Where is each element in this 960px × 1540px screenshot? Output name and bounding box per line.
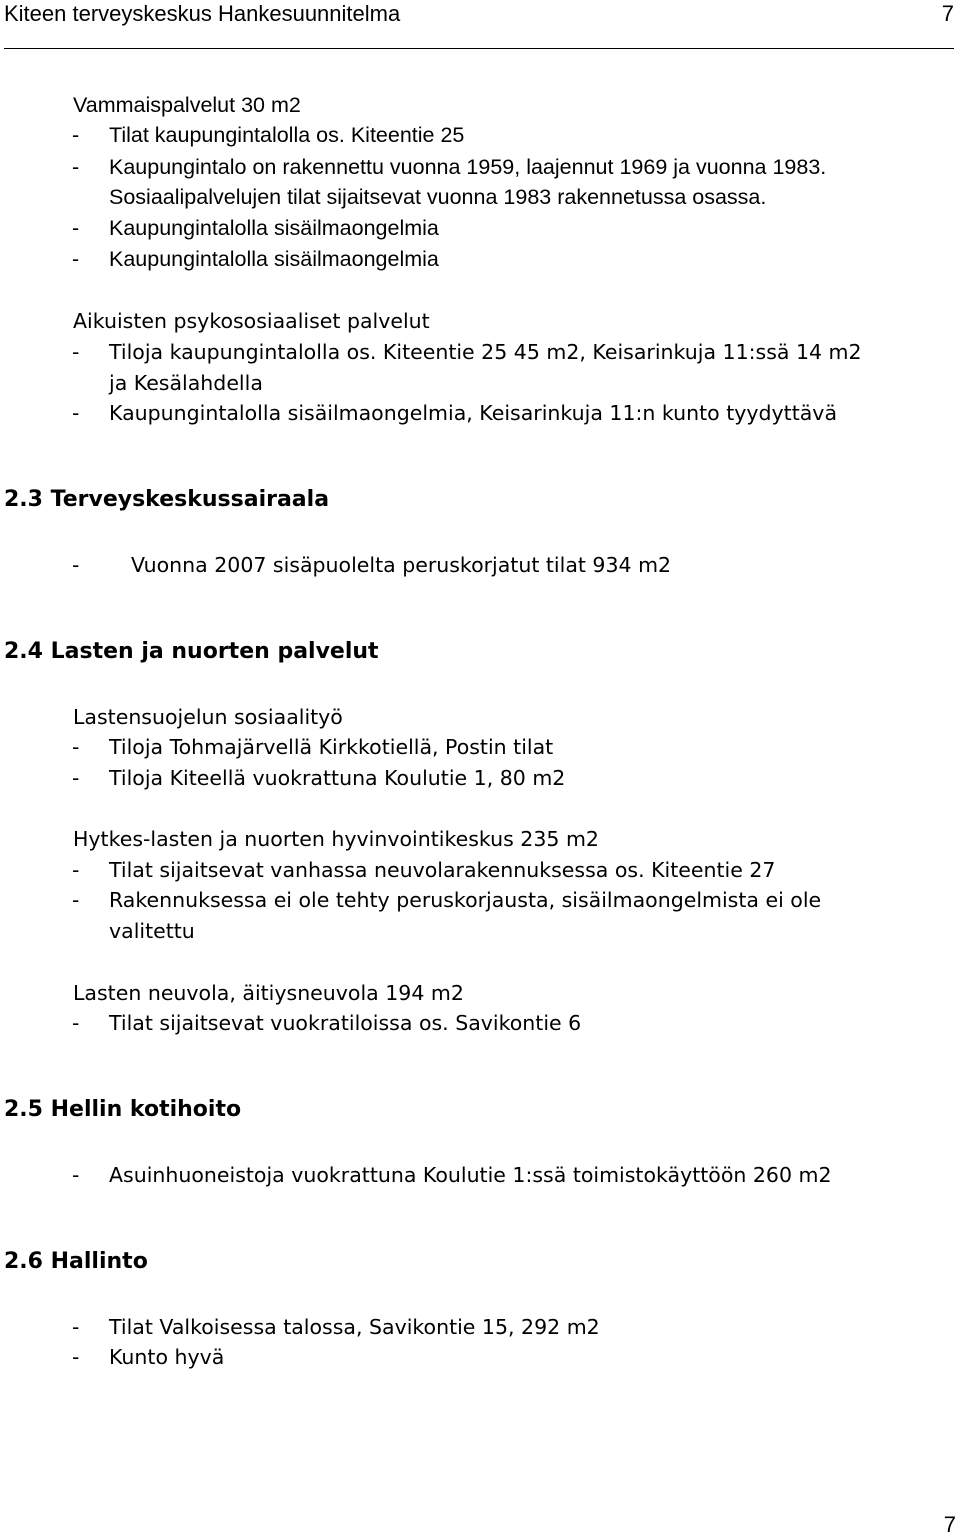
list-item: Tiloja Kiteellä vuokrattuna Koulutie 1, 80 m2	[109, 766, 566, 790]
list-item-bullet: -	[72, 1315, 80, 1339]
list-item: Rakennuksessa ei ole tehty peruskorjausta, sisäilmaongelmista ei ole	[109, 888, 822, 912]
list-item-bullet: -	[72, 247, 80, 271]
list-item: Kaupungintalolla sisäilmaongelmia	[109, 247, 439, 271]
list-item-bullet: -	[72, 1345, 80, 1369]
list-item-bullet: -	[72, 735, 80, 759]
list-item: Tiloja kaupungintalolla os. Kiteentie 25 45 m2, Keisarinkuja 11:ssä 14 m2	[109, 340, 862, 364]
list-item-bullet: -	[72, 1011, 80, 1035]
list-item-bullet: -	[72, 123, 80, 147]
list-item-continuation: valitettu	[109, 919, 195, 943]
list-item: Tiloja Tohmajärvellä Kirkkotiellä, Postin tilat	[109, 735, 554, 759]
heading-2-5: 2.5 Hellin kotihoito	[4, 1097, 242, 1122]
document-title: Kiteen terveyskeskus Hankesuunnitelma	[4, 1, 401, 26]
list-item: Tilat sijaitsevat vanhassa neuvolarakennuksessa os. Kiteentie 27	[109, 858, 776, 882]
list-item: Tilat kaupungintalolla os. Kiteentie 25	[109, 123, 465, 147]
section-title-aikuisten: Aikuisten psykososiaaliset palvelut	[73, 309, 430, 333]
list-item-bullet: -	[72, 155, 80, 179]
footer-page-number: 7	[943, 1512, 956, 1537]
list-item-bullet: -	[72, 216, 80, 240]
list-item-bullet: -	[72, 553, 80, 577]
list-item: Tilat sijaitsevat vuokratiloissa os. Savikontie 6	[109, 1011, 582, 1035]
list-item: Kaupungintalolla sisäilmaongelmia	[109, 216, 439, 240]
heading-2-4: 2.4 Lasten ja nuorten palvelut	[4, 639, 379, 664]
section-title-vammaispalvelut: Vammaispalvelut 30 m2	[73, 93, 301, 117]
list-item-bullet: -	[72, 1163, 80, 1187]
subsection-title-hytkes: Hytkes-lasten ja nuorten hyvinvointikeskus 235 m2	[73, 827, 599, 851]
heading-2-6: 2.6 Hallinto	[4, 1249, 148, 1274]
list-item: Kaupungintalo on rakennettu vuonna 1959, laajennut 1969 ja vuonna 1983.	[109, 155, 827, 179]
list-item: Tilat Valkoisessa talossa, Savikontie 15, 292 m2	[109, 1315, 600, 1339]
list-item-continuation: ja Kesälahdella	[109, 371, 263, 395]
heading-2-3: 2.3 Terveyskeskussairaala	[4, 487, 330, 512]
list-item: Vuonna 2007 sisäpuolelta peruskorjatut tilat 934 m2	[131, 553, 672, 577]
subsection-title-neuvola: Lasten neuvola, äitiysneuvola 194 m2	[73, 981, 464, 1005]
list-item-bullet: -	[72, 766, 80, 790]
list-item: Asuinhuoneistoja vuokrattuna Koulutie 1:ssä toimistokäyttöön 260 m2	[109, 1163, 832, 1187]
list-item-bullet: -	[72, 858, 80, 882]
header-page-number: 7	[941, 1, 954, 26]
list-item: Kaupungintalolla sisäilmaongelmia, Keisarinkuja 11:n kunto tyydyttävä	[109, 401, 838, 425]
subsection-title-lastensuojelu: Lastensuojelun sosiaalityö	[73, 705, 343, 729]
list-item-bullet: -	[72, 888, 80, 912]
list-item-bullet: -	[72, 401, 80, 425]
list-item-bullet: -	[72, 340, 80, 364]
list-item: Kunto hyvä	[109, 1345, 225, 1369]
list-item-continuation: Sosiaalipalvelujen tilat sijaitsevat vuonna 1983 rakennetussa osassa.	[109, 185, 767, 209]
